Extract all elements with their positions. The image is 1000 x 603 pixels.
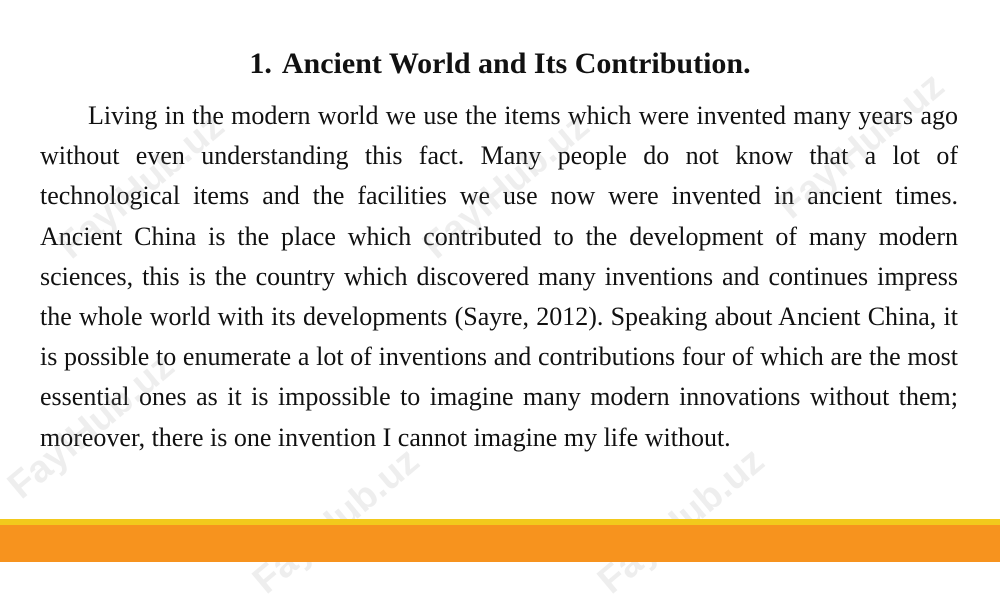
- watermark: FaylHub.uz: [0, 344, 183, 508]
- watermark: FaylHub.uz: [415, 104, 598, 268]
- title-number: 1.: [249, 47, 272, 80]
- footer-bar: [0, 525, 1000, 562]
- slide-title: [0, 44, 1000, 84]
- body-paragraph: Living in the modern world we use the items which were invented many years ago without even understanding this fact. Many people do not know that a lot of technological items and the facilities we use now were invented in ancient times. Ancient China is the place which contributed to the development of many modern sciences, this is the country which discovered many inventions and continues impress the whole world with its developments (Sayre, 2012). Speaking about Ancient China, it is possible to enumerate a lot of inventions and contributions four of which are the most essential ones as it is impossible to imagine many modern innovations without them; moreover, there is one invention I cannot imagine my life without.: [40, 101, 958, 452]
- watermark: FaylHub.uz: [770, 64, 953, 228]
- title-text: Ancient World and Its Contribution.: [281, 47, 751, 80]
- watermark: FaylHub.uz: [50, 104, 233, 268]
